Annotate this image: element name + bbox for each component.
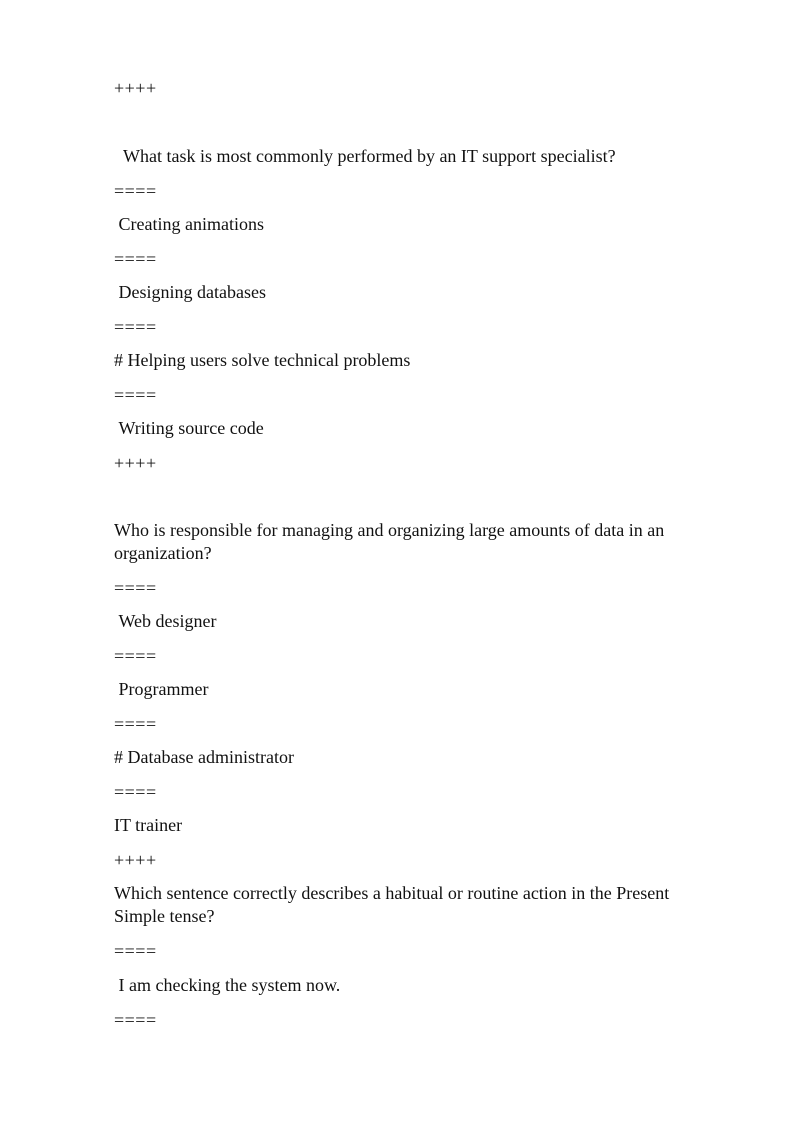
option-separator: ==== <box>114 646 157 666</box>
option-separator: ==== <box>114 385 157 405</box>
option-text: Writing source code <box>114 418 264 438</box>
correct-option-text: # Database administrator <box>114 747 294 767</box>
option-separator: ==== <box>114 578 157 598</box>
option-separator: ==== <box>114 181 157 201</box>
block-separator: ++++ <box>114 78 157 98</box>
question-text: What task is most commonly performed by an IT support specialist? <box>114 146 616 166</box>
option-text: I am checking the system now. <box>114 975 341 995</box>
block-separator: ++++ <box>114 850 157 870</box>
option-text: Creating animations <box>114 214 264 234</box>
block-separator: ++++ <box>114 453 157 473</box>
option-text: Web designer <box>114 611 217 631</box>
option-separator: ==== <box>114 714 157 734</box>
correct-option-text: # Helping users solve technical problems <box>114 350 411 370</box>
question-text: Which sentence correctly describes a habitual or routine action in the Present Simple tense? <box>114 883 674 926</box>
option-text: IT trainer <box>114 815 183 835</box>
question-text: Who is responsible for managing and organizing large amounts of data in an organization? <box>114 520 669 563</box>
option-separator: ==== <box>114 317 157 337</box>
option-text: Designing databases <box>114 282 266 302</box>
option-separator: ==== <box>114 941 157 961</box>
option-separator: ==== <box>114 249 157 269</box>
option-text: Programmer <box>114 679 209 699</box>
option-separator: ==== <box>114 1010 157 1030</box>
option-separator: ==== <box>114 782 157 802</box>
